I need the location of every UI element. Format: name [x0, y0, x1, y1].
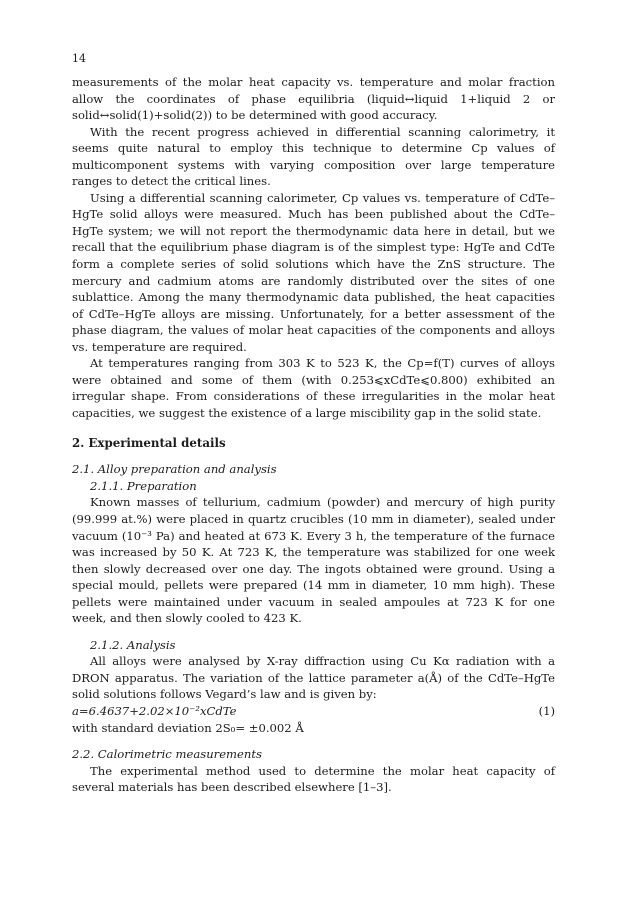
equation — [72, 703, 555, 720]
subsection-title: 2.1. Alloy preparation and analysis — [72, 462, 277, 477]
subsection-title: 2.2. Calorimetric measurements — [72, 747, 262, 762]
page-number: 14 — [72, 52, 86, 65]
intro-paragraph: With the recent progress achieved in differential scanning calorimetry, it seems quite natural to employ this technique to determine Cp values of multicomponent systems with varying composition over large temperature ranges to detect the critical lines. — [72, 124, 555, 189]
calorimetric-paragraph: The experimental method used to determine the molar heat capacity of several materials has been described elsewhere [1–3]. — [72, 763, 555, 795]
subsubsection-title: 2.1.1. Preparation — [90, 478, 197, 493]
analysis-paragraph: All alloys were analysed by X-ray diffraction using Cu Kα radiation with a DRON apparatus. The variation of the lattice parameter a(Å) of the CdTe–HgTe solid solutions follows Vegard’s law and is given by: — [72, 654, 555, 702]
equation-body: a=6.4637+2.02×10⁻²xCdTe — [72, 704, 237, 718]
section-title: 2. Experimental details — [72, 436, 226, 451]
equation-number: (1) — [538, 704, 555, 718]
standard-deviation-line: with standard deviation 2S₀= ±0.002 Å — [72, 720, 304, 735]
subsubsection-title: 2.1.2. Analysis — [90, 637, 176, 652]
intro-paragraph: Using a differential scanning calorimeter, Cp values vs. temperature of CdTe–HgTe solid alloys were measured. Much has been published about the CdTe–HgTe system; we will not report the thermodynamic data here in detail, but we recall that the equilibrium phase diagram is of the simplest type: HgTe and CdTe form a complete series of solid solutions which have the ZnS structure. The mercury and cadmium atoms are randomly distributed over the sites of one sublattice. Among the many thermodynamic data published, the heat capacities of CdTe–HgTe alloys are missing. Unfortunately, for a better assessment of the phase diagram, the values of molar heat capacities of the components and alloys vs. temperature are required. — [72, 190, 555, 354]
page — [72, 52, 555, 796]
intro-paragraph: measurements of the molar heat capacity vs. temperature and molar fraction allow the coordinates of phase equilibria (liquid↔liquid 1+liquid 2 or solid↔solid(1)+solid(2)) to be determined with good accuracy. — [72, 75, 555, 123]
preparation-paragraph: Known masses of tellurium, cadmium (powder) and mercury of high purity (99.999 at.%) were placed in quartz crucibles (10 mm in diameter), sealed under vacuum (10⁻³ Pa) and heated at 673 K. Every 3 h, the temperature of the furnace was increased by 50 K. At 723 K, the temperature was stabilized for one week then slowly decreased over one day. The ingots obtained were ground. Using a special mould, pellets were prepared (14 mm in diameter, 10 mm high). These pellets were maintained under vacuum in sealed ampoules at 723 K for one week, and then slowly cooled to 423 K. — [72, 495, 555, 626]
intro-paragraph: At temperatures ranging from 303 K to 523 K, the Cp=f(T) curves of alloys were obtained and some of them (with 0.253⩽xCdTe⩽0.800) exhibited an irregular shape. From considerations of these irregularities in the molar heat capacities, we suggest the existence of a large miscibility gap in the solid state. — [72, 356, 555, 420]
